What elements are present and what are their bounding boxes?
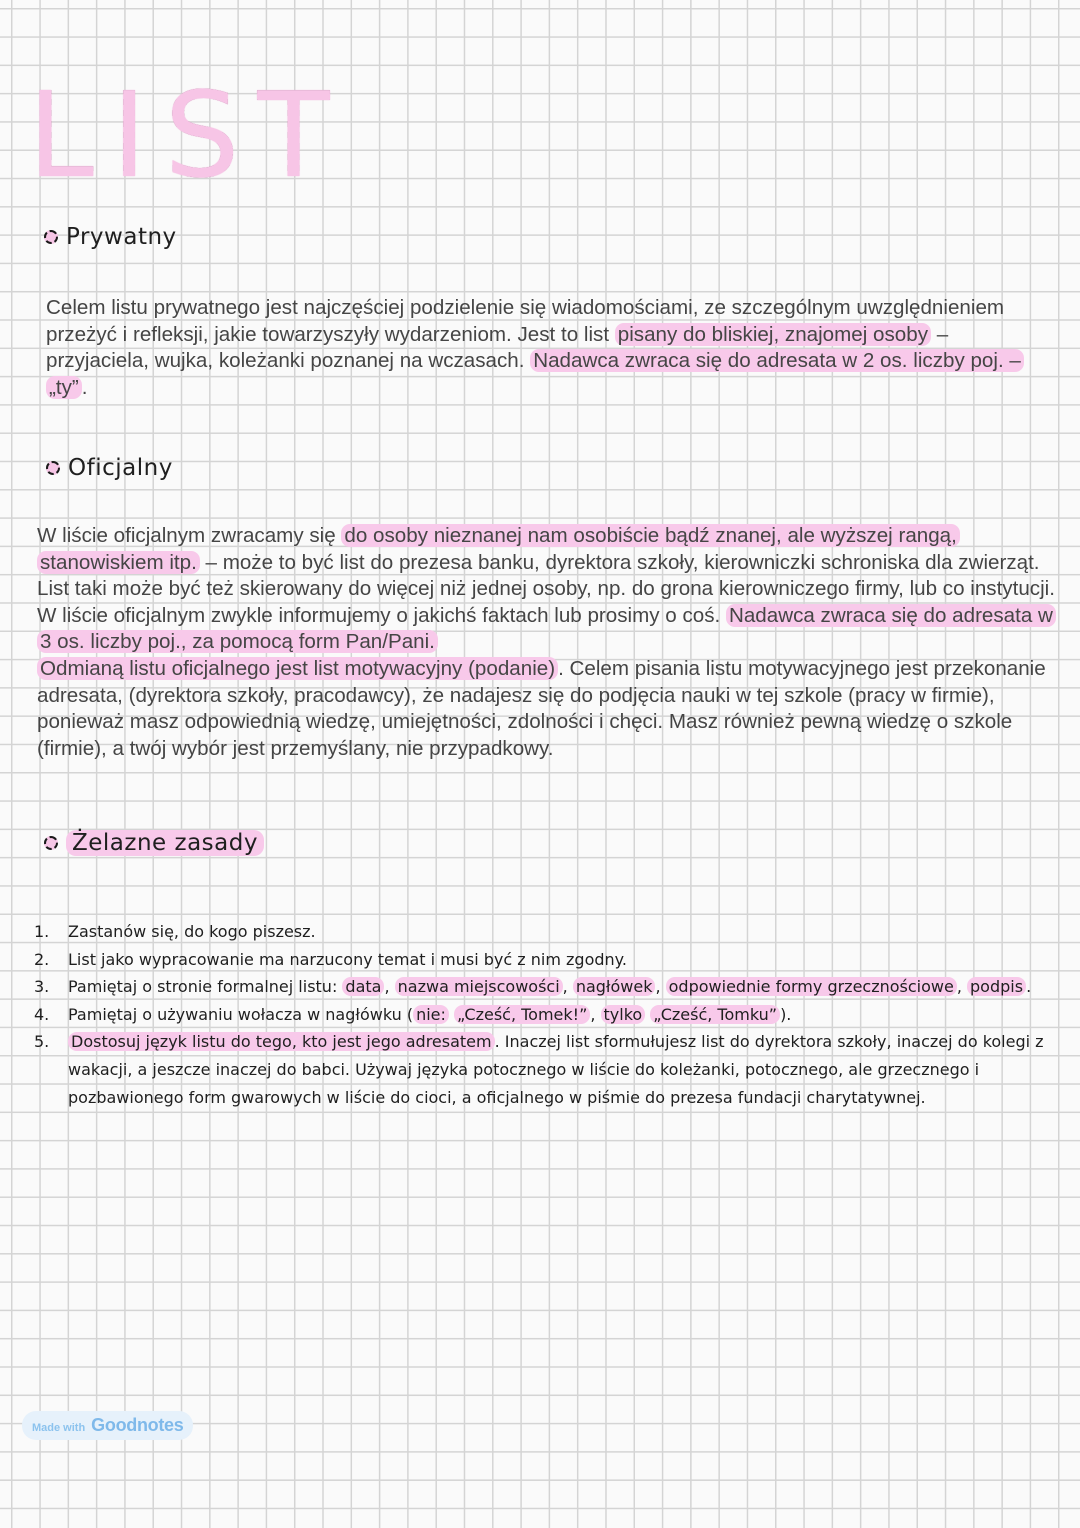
official-paragraph: [37, 523, 1057, 762]
highlighted-text: Odmianą listu oficjalnego jest list motywacyjny (podanie): [37, 657, 558, 680]
highlighted-text: nagłówek: [573, 977, 656, 996]
text-run: W liście oficjalnym zwracamy się: [37, 524, 342, 547]
page-title: LIST: [28, 66, 348, 204]
heading-official-label: Oficjalny: [68, 455, 173, 481]
heading-private-label: Prywatny: [66, 224, 177, 250]
text-run: . Inaczej list sformułujesz list do dyrektora szkoły, inaczej do kolegi z wakacji, a jeszcze inaczej do babci. Używaj języka potocznego w liście do koleżanki, potocznego, ale grzecznego i pozbawionego form gwarowych w liście do cioci, a oficjalnego w piśmie do prezesa fundacji charytatywnej.: [68, 1032, 1044, 1107]
badge-made-with: Made with: [32, 1422, 86, 1434]
private-paragraph: [46, 295, 1056, 401]
rule-item: [34, 918, 1064, 946]
dashed-circle-icon: [46, 461, 60, 475]
rule-text: [68, 1028, 1064, 1111]
rule-item: [34, 1028, 1064, 1111]
text-run: . Celem pisania listu motywacyjnego jest przekonanie adresata, (dyrektora szkoły, pracodawcy), że nadajesz się do podjęcia nauki w tej szkole (pracy w firmie), ponieważ masz odpowiednią wiedzę, umiejętności, zdolności i chęci. Masz również pewną wiedzę o szkole (firmie), a twój wybór jest przemyślany, nie przypadkowy.: [37, 656, 1046, 760]
rule-number: 2.: [34, 949, 50, 969]
rule-item: [34, 946, 1064, 974]
rule-number: 4.: [34, 1004, 50, 1024]
highlighted-text: nazwa miejscowości: [395, 977, 563, 996]
text-run: .: [81, 375, 88, 399]
highlighted-text: odpowiednie formy grzecznościowe: [666, 977, 957, 996]
rule-text: [68, 973, 1064, 1001]
text-run: .: [1026, 977, 1032, 997]
badge-brand: Goodnotes: [91, 1415, 184, 1435]
highlighted-text: Nadawca zwraca się do adresata w 3 os. liczby poj., za pomocą form Pan/Pani.: [37, 604, 1056, 654]
dashed-circle-icon: [44, 836, 58, 850]
highlighted-text: data: [342, 977, 384, 996]
rule-item: [34, 1001, 1064, 1029]
highlighted-text: podpis: [967, 977, 1026, 996]
text-run: ).: [780, 1004, 792, 1024]
highlighted-text: „Cześć, Tomku”: [650, 1005, 780, 1024]
highlighted-text: Nadawca zwraca się do adresata w 2 os. liczby poj. – „ty”: [46, 349, 1024, 399]
text-run: ,: [562, 977, 573, 997]
rule-number: 3.: [34, 977, 50, 997]
text-run: – przyjaciela, wujka, koleżanki poznanej na wczasach.: [46, 322, 949, 373]
rule-text: [68, 1001, 1064, 1029]
text-run: ,: [655, 977, 666, 997]
dashed-circle-icon: [44, 230, 58, 244]
text-run: Celem listu prywatnego jest najczęściej podzielenie się wiadomościami, ze szczególnym uwzględnieniem przeżyć i refleksji, jakie towarzyszyły wydarzeniom. Jest to list: [46, 296, 1005, 346]
highlighted-text: pisany do bliskiej, znajomej osoby: [615, 323, 931, 346]
text-run: – może to być list do prezesa banku, dyrektora szkoły, kierowniczki schroniska dla zwierząt. List taki może być też skierowany do więcej niż jednej osoby, np. do grona kierowniczego firmy, lub co instytucji. W liście oficjalnym zwykle informujemy o jakichś faktach lub prosimy o coś.: [37, 550, 1055, 627]
text-run: Zastanów się, do kogo piszesz.: [68, 922, 316, 941]
rule-text: [68, 946, 1064, 974]
rule-text: [68, 918, 1064, 946]
rule-item: [34, 973, 1064, 1001]
highlighted-text: Dostosuj język listu do tego, kto jest jego adresatem: [68, 1032, 495, 1051]
heading-rules-label: Żelazne zasady: [66, 830, 264, 856]
highlighted-text: tylko: [601, 1005, 646, 1024]
heading-private: [44, 224, 177, 250]
text-run: List jako wypracowanie ma narzucony temat i musi być z nim zgodny.: [68, 949, 627, 969]
heading-official: [46, 455, 173, 481]
highlighted-text: „Cześć, Tomek!”: [454, 1005, 590, 1024]
text-run: ,: [384, 977, 395, 997]
text-run: ,: [590, 1004, 601, 1024]
rule-number: 1.: [34, 922, 50, 941]
rules-list: [34, 918, 1064, 1111]
goodnotes-badge: [22, 1411, 193, 1440]
highlighted-text: nie:: [413, 1005, 449, 1024]
text-run: Pamiętaj o stronie formalnej listu:: [68, 977, 343, 997]
heading-rules: [44, 830, 264, 856]
text-run: Pamiętaj o używaniu wołacza w nagłówku (: [68, 1004, 414, 1024]
rule-number: 5.: [34, 1032, 50, 1052]
highlighted-text: do osoby nieznanej nam osobiście bądź znanej, ale wyższej rangą, stanowiskiem itp.: [37, 524, 960, 574]
text-run: ,: [956, 977, 968, 997]
